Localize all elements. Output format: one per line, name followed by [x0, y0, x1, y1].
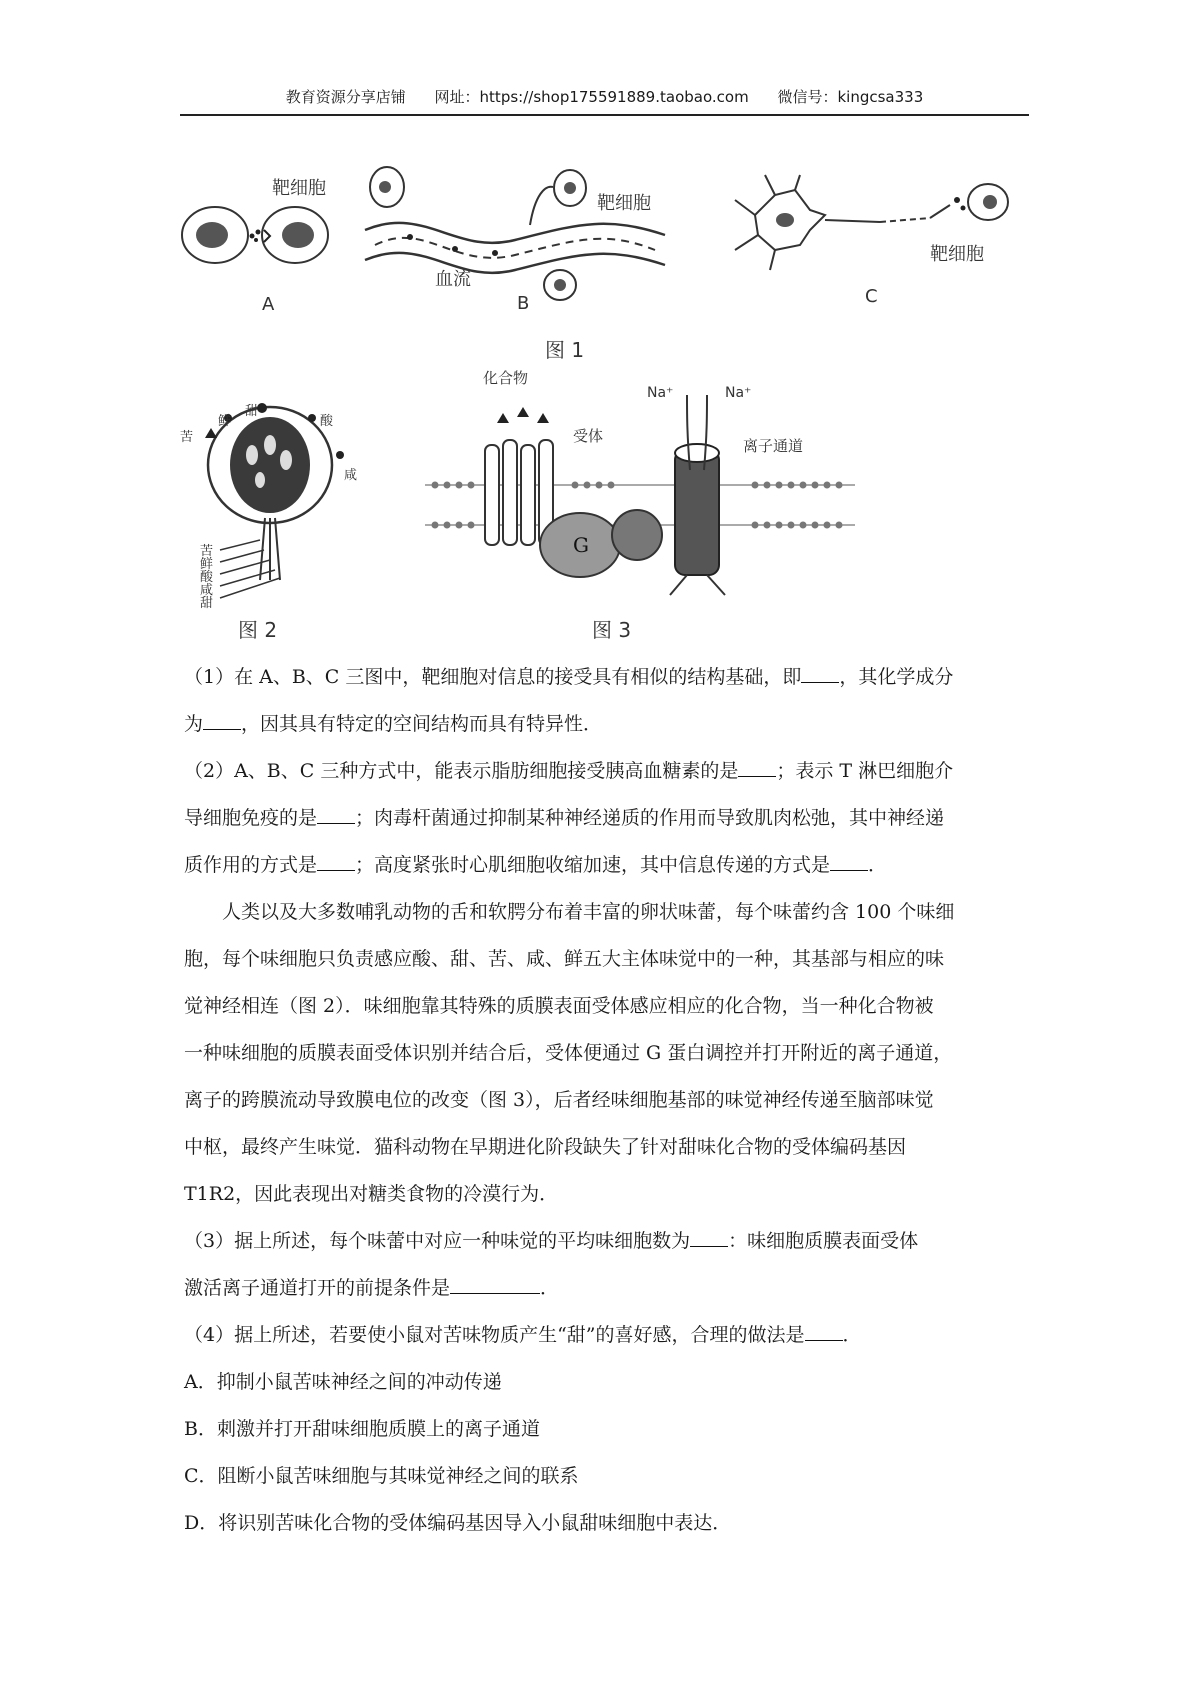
taste-label-salty: 咸: [344, 468, 358, 483]
figure3-membrane: [425, 369, 865, 599]
option-a[interactable]: A．抑制小鼠苦味神经之间的冲动传递: [184, 1371, 502, 1393]
taste-label-sweet: 甜: [245, 404, 259, 419]
question-2: （2）A、B、C 三种方式中，能表示脂肪细胞接受胰高血糖素的是 ；表示 T 淋巴细胞介 导细胞免疫的是 ；肉毒杆菌通过抑制某种神经递质的作用而导致肌肉松弛，其中神经递 质作用的方式是 ；高度紧张时心肌细胞收缩加速，其中信息传递的方式是 ．: [184, 760, 954, 876]
nerve-label-2: 鲜: [200, 557, 214, 572]
figure1-panel-c: [700, 170, 1010, 307]
option-d[interactable]: D．将识别苦味化合物的受体编码基因导入小鼠甜味细胞中表达．: [184, 1512, 732, 1534]
header-url: 网址：https://shop175591889.taobao.com: [434, 88, 749, 106]
panel-a-illustration: [180, 180, 360, 280]
nerve-label-4: 咸: [200, 583, 214, 598]
answer-blank[interactable]: [801, 664, 839, 683]
membrane-illustration: [425, 395, 865, 595]
g-protein-label: G: [573, 533, 589, 557]
nerve-label-5: 甜: [200, 596, 214, 611]
na-label-2: Na⁺: [725, 385, 752, 401]
panel-a-letter: A: [262, 294, 275, 315]
figure3-caption: 图 3: [592, 618, 632, 642]
panel-b-illustration: [365, 165, 685, 285]
answer-blank[interactable]: [690, 1228, 728, 1247]
figure2-taste-bud: [180, 400, 360, 611]
taste-label-bitter: 苦: [180, 430, 194, 445]
answer-blank[interactable]: [805, 1322, 843, 1341]
header-shop: 教育资源分享店铺: [285, 88, 406, 106]
panel-a-target-label: 靶细胞: [272, 178, 326, 199]
figure1-panel-b: [365, 165, 685, 314]
question-4: （4）据上所述，若要使小鼠对苦味物质产生“甜”的喜好感，合理的做法是 ．: [184, 1324, 862, 1346]
panel-c-target-label: 靶细胞: [930, 244, 984, 265]
question-text: [184, 654, 1034, 1547]
answer-blank[interactable]: [317, 852, 355, 871]
panel-b-target-label: 靶细胞: [597, 193, 651, 214]
option-c[interactable]: C．阻断小鼠苦味细胞与其味觉神经之间的联系: [184, 1465, 579, 1487]
figure1-caption: 图 1: [545, 338, 585, 362]
option-b[interactable]: B．刺激并打开甜味细胞质膜上的离子通道: [184, 1418, 540, 1440]
taste-label-sour: 酸: [320, 414, 334, 429]
ion-channel-label: 离子通道: [743, 437, 804, 455]
nerve-label-1: 苦: [200, 544, 214, 559]
passage: 人类以及大多数哺乳动物的舌和软腭分布着丰富的卵状味蕾，每个味蕾约含 100 个味细 胞，每个味细胞只负责感应酸、甜、苦、咸、鲜五大主体味觉中的一种，其基部与相应的味 觉神经相连（图 2）．味细胞靠其特殊的质膜表面受体感应相应的化合物，当一种化合物被 一种味细胞的质膜表面受体识别并结合后，受体便通过 G 蛋白调控并打开附近的离子通道， 离子的跨膜流动导致膜电位的改变（图 3），后者经味细胞基部的味觉神经传递至脑部味觉 中枢，最终产生味觉．猫科动物在早期进化阶段缺失了针对甜味化合物的受体编码基因 T1R2，因此表现出对糖类食物的冷漠行为．: [184, 901, 955, 1205]
question-3: （3）据上所述，每个味蕾中对应一种味觉的平均味细胞数为 ：味细胞质膜表面受体 激活离子通道打开的前提条件是 ．: [184, 1230, 919, 1299]
figure1-panel-a: [180, 178, 360, 315]
answer-blank[interactable]: [317, 805, 355, 824]
receptor-label: 受体: [573, 427, 604, 445]
answer-blank[interactable]: [450, 1275, 540, 1294]
taste-label-umami: 鲜: [218, 414, 232, 429]
panel-c-letter: C: [865, 286, 878, 307]
question-1: （1）在 A、B、C 三图中，靶细胞对信息的接受具有相似的结构基础，即 ，其化学成分 为 ，因其具有特定的空间结构而具有特异性．: [184, 666, 954, 735]
answer-blank[interactable]: [738, 758, 776, 777]
panel-b-blood-label: 血流: [435, 269, 471, 290]
nerve-label-3: 酸: [200, 570, 214, 585]
na-label-1: Na⁺: [647, 385, 674, 401]
panel-b-letter: B: [517, 293, 530, 314]
compound-label: 化合物: [483, 369, 529, 387]
header-wechat: 微信号：kingcsa333: [777, 88, 924, 106]
figure2-caption: 图 2: [238, 618, 278, 642]
answer-blank[interactable]: [203, 711, 241, 730]
page-header: [180, 84, 1029, 116]
answer-blank[interactable]: [830, 852, 868, 871]
